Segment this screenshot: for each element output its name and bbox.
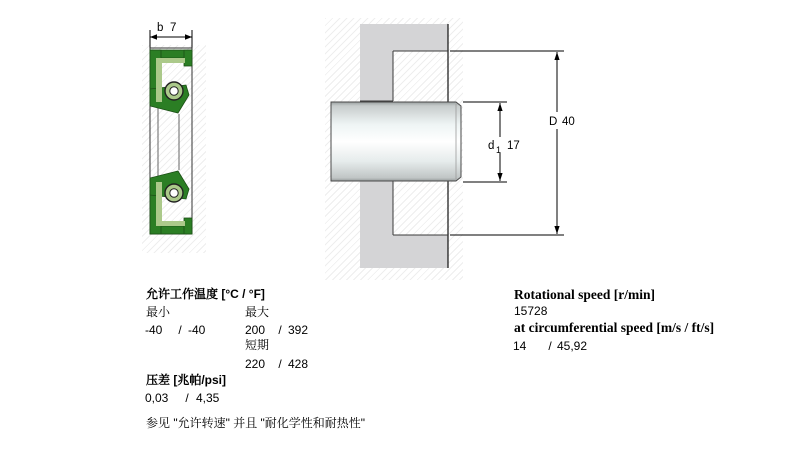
- temp-max-f: 392: [288, 323, 309, 337]
- temp-min-f: -40: [188, 323, 206, 337]
- garter-spring-top-core: [170, 87, 178, 95]
- min-label: 最小: [146, 305, 171, 319]
- mounting-drawing: [325, 15, 580, 285]
- circumferential-speed-header: at circumferential speed [m/s / ft/s]: [514, 320, 715, 335]
- temp-short-f: 428: [288, 357, 309, 371]
- temp-short-c: 220: [245, 357, 266, 371]
- dim-b-letter: b: [157, 22, 164, 34]
- temp-max-row: [245, 321, 308, 339]
- see-also-note: 参见 "允许转速" 并且 "耐化学性和耐热性": [146, 416, 366, 430]
- dim-D-value: 40: [562, 116, 575, 128]
- dim-d1-letter: d: [488, 140, 495, 152]
- temp-short-row: [245, 355, 308, 373]
- dim-b-value: 7: [170, 22, 177, 34]
- seal-drawing: [140, 15, 210, 257]
- slash: /: [548, 339, 552, 353]
- slash: /: [178, 323, 182, 337]
- garter-spring-bottom-core: [170, 189, 178, 197]
- max-label: 最大: [245, 305, 270, 319]
- mounting-svg: [325, 15, 580, 285]
- housing-upper: [360, 24, 448, 101]
- dim-D-arrow-top: [554, 52, 559, 60]
- short-term-label: 短期: [245, 338, 270, 352]
- slash: /: [185, 391, 189, 405]
- dim-b-arrow-right: [185, 34, 192, 39]
- dim-d1-arrow-bottom: [497, 173, 502, 181]
- dim-D-arrow-bottom: [554, 226, 559, 234]
- housing-lower: [360, 181, 448, 268]
- dim-d1-subscript: 1: [496, 145, 502, 155]
- circ-fts: 45,92: [557, 339, 588, 353]
- pressure-header: 压差 [兆帕/psi]: [146, 373, 226, 387]
- dim-d1-value: 17: [507, 140, 520, 152]
- rotational-speed-value: 15728: [514, 304, 548, 318]
- temp-min-c: -40: [145, 323, 163, 337]
- slash: /: [278, 357, 282, 371]
- rotational-speed-header: Rotational speed [r/min]: [514, 287, 655, 302]
- seal-cross-section-svg: [140, 15, 210, 257]
- dim-b-arrow-left: [150, 34, 157, 39]
- shaft: [331, 102, 461, 181]
- pressure-row: [145, 389, 219, 407]
- temp-min-row: [145, 321, 205, 339]
- temperature-header: 允许工作温度 [°C / °F]: [146, 287, 265, 301]
- temp-max-c: 200: [245, 323, 266, 337]
- circ-ms: 14: [513, 339, 527, 353]
- dim-D-letter: D: [549, 116, 558, 128]
- pressure-psi: 4,35: [196, 391, 220, 405]
- dim-d1-arrow-top: [497, 103, 502, 111]
- pressure-mpa: 0,03: [145, 391, 169, 405]
- slash: /: [278, 323, 282, 337]
- circumferential-speed-row: [513, 337, 587, 355]
